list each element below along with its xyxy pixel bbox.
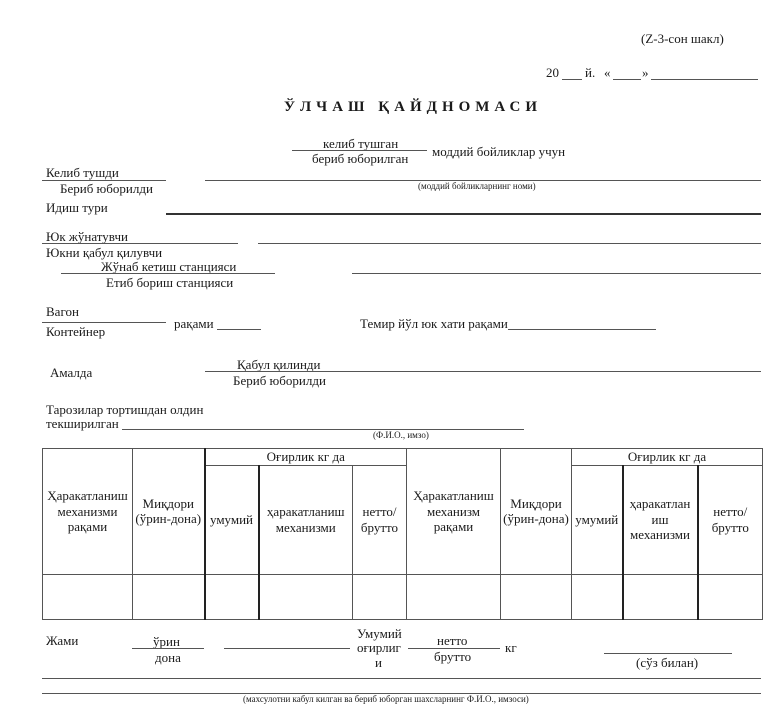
- date-day-field[interactable]: [613, 79, 641, 80]
- shipper-divider: [42, 243, 238, 244]
- date-year-suffix: й.: [585, 65, 596, 80]
- actual-field[interactable]: [205, 371, 761, 372]
- cell[interactable]: [501, 574, 572, 619]
- destination-station-label: Етиб бориш станцияси: [106, 275, 234, 290]
- date-year-prefix: 20: [546, 65, 559, 80]
- number-label: рақами: [174, 316, 214, 331]
- subtitle-suffix: моддий бойликлар учун: [432, 144, 566, 159]
- signature-field-1[interactable]: [42, 678, 761, 679]
- header-mechanism-number-2: Ҳаракатланиш механизм рақами: [407, 449, 501, 575]
- header-mechanism-number: Ҳаракатланиш механизми рақами: [43, 449, 133, 575]
- container-type-field[interactable]: [166, 213, 761, 215]
- cell[interactable]: [133, 574, 205, 619]
- name-sign-caption: (Ф.И.О., имзо): [373, 430, 429, 440]
- totals-net: нетто: [437, 633, 468, 648]
- document-title: ЎЛЧАШ ҚАЙДНОМАСИ: [284, 99, 543, 115]
- scales-checker-field[interactable]: [122, 429, 524, 430]
- date-month-field[interactable]: [651, 79, 758, 80]
- form-code: (Z-3-сон шакл): [641, 31, 724, 46]
- station-field[interactable]: [352, 273, 761, 274]
- shipper-label: Юк жўнатувчи: [46, 229, 128, 244]
- totals-weight-l2: оғирлиг: [357, 640, 401, 655]
- goods-name-caption: (моддий бойликларнинг номи): [418, 181, 536, 191]
- totals-places-bottom: дона: [155, 650, 181, 665]
- dispatched-actual-label: Бериб юборилди: [233, 373, 326, 388]
- table-row: [43, 574, 763, 619]
- header-weight-group-2: Оғирлик кг да: [572, 449, 763, 466]
- container-type-label: Идиш тури: [46, 200, 108, 215]
- scales-label-line2: текширилган: [46, 416, 119, 431]
- cell[interactable]: [623, 574, 698, 619]
- subtitle-fraction-top: келиб тушган: [323, 136, 399, 151]
- totals-gross: брутто: [434, 649, 472, 664]
- header-total: умумий: [205, 465, 259, 574]
- totals-unit: кг: [505, 640, 517, 655]
- totals-weight-l3: и: [375, 655, 382, 670]
- container-label: Контейнер: [46, 324, 106, 339]
- wagon-label: Вагон: [46, 304, 79, 319]
- header-quantity: Миқдори (ўрин-дона): [133, 449, 205, 575]
- header-quantity-2: Миқдори (ўрин-дона): [501, 449, 572, 575]
- totals-weight-l1: Умумий: [357, 626, 402, 641]
- signatures-caption: (махсулотни кабул килган ва бериб юборган шахсларнинг Ф.И.О., имзоси): [243, 694, 529, 704]
- date-day-open: «: [604, 65, 611, 80]
- cell[interactable]: [698, 574, 763, 619]
- header-net-gross-2: нетто/ брутто: [698, 465, 763, 574]
- totals-weight-field[interactable]: [224, 648, 350, 649]
- cell[interactable]: [572, 574, 623, 619]
- totals-in-words-field[interactable]: [604, 653, 732, 654]
- station-divider: [61, 273, 275, 274]
- cell[interactable]: [259, 574, 353, 619]
- header-net-gross: нетто/ брутто: [353, 465, 407, 574]
- totals-label: Жами: [46, 633, 79, 648]
- header-mechanism: ҳаракатланиш механизми: [259, 465, 353, 574]
- waybill-field[interactable]: [508, 329, 656, 330]
- totals-places-top: ўрин: [153, 634, 180, 649]
- cell[interactable]: [205, 574, 259, 619]
- departure-station-label: Жўнаб кетиш станцияси: [101, 259, 237, 274]
- accepted-label: Қабул қилинди: [237, 357, 321, 372]
- dispatched-label: Бериб юборилди: [60, 181, 153, 196]
- consignee-label: Юкни қабул қилувчи: [46, 245, 163, 260]
- totals-in-words-caption: (сўз билан): [636, 655, 699, 670]
- header-weight-group: Оғирлик кг да: [205, 449, 407, 466]
- date-day-close: »: [642, 65, 649, 80]
- date-year-field[interactable]: [562, 79, 582, 80]
- actual-label: Амалда: [50, 365, 93, 380]
- number-field[interactable]: [217, 329, 261, 330]
- arrived-label: Келиб тушди: [46, 165, 119, 180]
- scales-label-line1: Тарозилар тортишдан олдин: [46, 402, 204, 417]
- wagon-divider: [42, 322, 166, 323]
- header-total-2: умумий: [572, 465, 623, 574]
- cell[interactable]: [407, 574, 501, 619]
- waybill-label: Темир йўл юк хати рақами: [360, 316, 508, 331]
- cell[interactable]: [43, 574, 133, 619]
- totals-places-field[interactable]: [132, 648, 204, 649]
- subtitle-fraction-bottom: бериб юборилган: [312, 151, 409, 166]
- weighing-table: [42, 448, 763, 620]
- shipper-consignee-field[interactable]: [258, 243, 761, 244]
- header-mechanism-2: ҳаракатлан иш механизми: [623, 465, 698, 574]
- cell[interactable]: [353, 574, 407, 619]
